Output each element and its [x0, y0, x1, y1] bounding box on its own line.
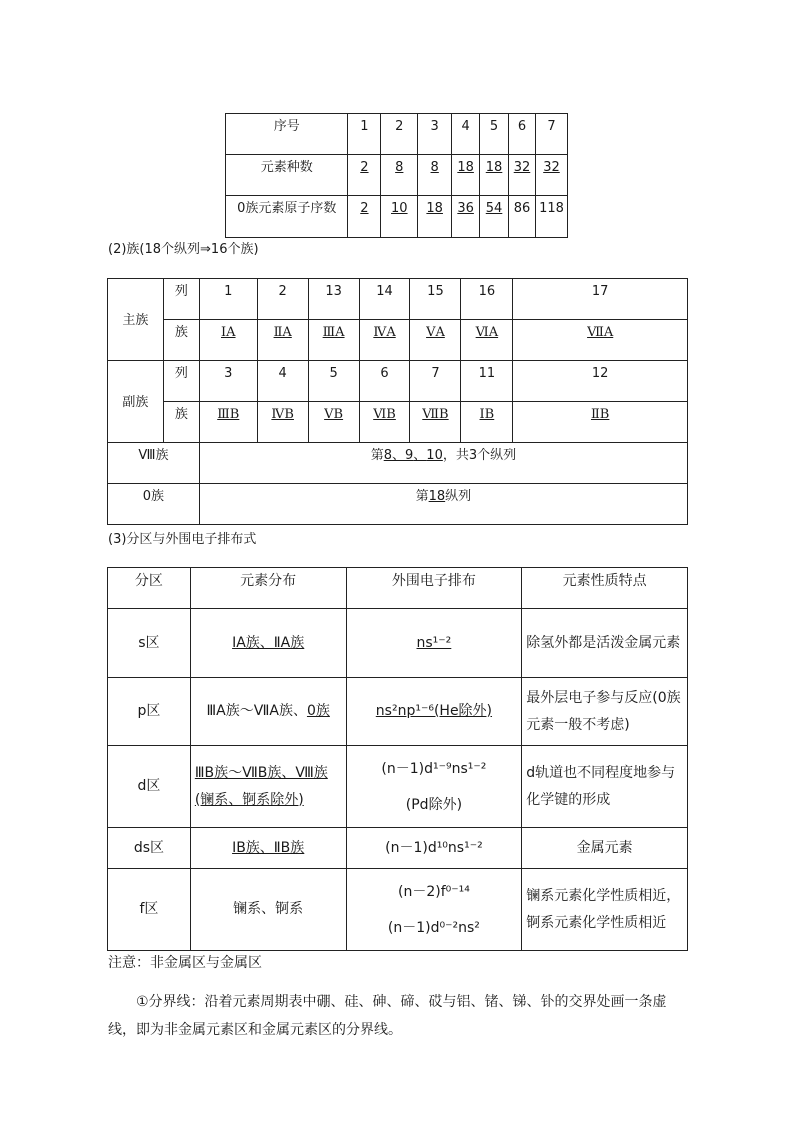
- group-cell: ⅢA: [308, 320, 359, 361]
- col-cell: 16: [461, 279, 513, 320]
- text: 、: [391, 448, 405, 463]
- text: (Pd除外): [405, 796, 463, 813]
- noble-number-row: [226, 196, 568, 238]
- group-viii-row: [108, 443, 688, 484]
- group-table: [107, 278, 688, 525]
- property-cell: d轨道也不同程度地参与化学键的形成: [522, 746, 688, 828]
- zone-cell: f区: [108, 869, 191, 951]
- col-label: 列: [163, 361, 199, 402]
- number-cell: 2: [348, 196, 381, 238]
- text: (n－1)d¹⁻⁹ns¹⁻²: [381, 760, 487, 777]
- distribution-cell: 镧系、锕系: [190, 869, 346, 951]
- group-cell: ⅡB: [513, 402, 688, 443]
- distribution-cell: ⅠB族、ⅡB族: [190, 828, 346, 869]
- main-col-row: [108, 279, 688, 320]
- text: ，共3个纵列: [442, 448, 517, 463]
- number-cell: 86: [509, 196, 536, 238]
- group-cell: ⅠA: [199, 320, 257, 361]
- group-viii-label: Ⅷ族: [108, 443, 200, 484]
- col-cell: 12: [513, 361, 688, 402]
- column-number: 8: [383, 448, 392, 463]
- col-cell: 3: [199, 361, 257, 402]
- ds-block-row: [108, 828, 688, 869]
- text: 纵列: [445, 489, 472, 504]
- number-cell: 54: [480, 196, 509, 238]
- block-header-row: [108, 568, 688, 609]
- text: 第: [370, 448, 384, 463]
- header-cell: 元素性质特点: [522, 568, 688, 609]
- col-cell: 2: [257, 279, 308, 320]
- header-cell: 元素分布: [190, 568, 346, 609]
- group-cell: ⅤA: [410, 320, 461, 361]
- col-label: 列: [163, 279, 199, 320]
- note-text: 注意：非金属区与金属区: [108, 955, 262, 971]
- group-cell: ⅣB: [257, 402, 308, 443]
- group-label: 族: [163, 320, 199, 361]
- col-cell: 13: [308, 279, 359, 320]
- group-cell: ⅢB: [199, 402, 257, 443]
- col-cell: 14: [359, 279, 410, 320]
- group-cell: ⅦA: [513, 320, 688, 361]
- zone-cell: d区: [108, 746, 191, 828]
- group-zero-row: [108, 484, 688, 525]
- period-header-row: [226, 114, 568, 155]
- text: 0族: [306, 703, 330, 719]
- zone-cell: ds区: [108, 828, 191, 869]
- group-zero-desc: [199, 484, 687, 525]
- count-cell: 18: [452, 155, 480, 196]
- header-cell: 外围电子排布: [346, 568, 522, 609]
- header-cell: 1: [348, 114, 381, 155]
- main-group-label: 主族: [108, 279, 164, 361]
- property-cell: [522, 869, 688, 951]
- column-number: 9: [405, 448, 414, 463]
- text: 锕系元素化学性质相近: [526, 914, 667, 931]
- header-cell: 序号: [226, 114, 348, 155]
- property-cell: 最外层电子参与反应(0族元素一般不考虑): [522, 678, 688, 746]
- text: 镧系元素化学性质相近，: [526, 887, 681, 904]
- distribution-cell: ⅢB族～ⅦB族、Ⅷ族(镧系、锕系除外): [190, 746, 346, 828]
- config-cell: [346, 869, 522, 951]
- d-block-row: [108, 746, 688, 828]
- group-cell: ⅥA: [461, 320, 513, 361]
- sub-group-label: 副族: [108, 361, 164, 443]
- col-cell: 4: [257, 361, 308, 402]
- header-cell: 3: [418, 114, 452, 155]
- count-cell: 8: [381, 155, 418, 196]
- column-number: 18: [428, 489, 446, 504]
- config-cell: ns²np¹⁻⁶(He除外): [346, 678, 522, 746]
- property-cell: 金属元素: [522, 828, 688, 869]
- distribution-cell: ⅠA族、ⅡA族: [190, 609, 346, 678]
- row-label: 0族元素原子序数: [226, 196, 348, 238]
- caption-groups: (2)族(18个纵列⇒16个族): [108, 242, 259, 257]
- property-cell: 除氢外都是活泼金属元素: [522, 609, 688, 678]
- number-cell: 18: [418, 196, 452, 238]
- count-cell: 18: [480, 155, 509, 196]
- count-cell: 32: [535, 155, 567, 196]
- caption-blocks: (3)分区与外围电子排布式: [108, 532, 257, 547]
- text: 、: [413, 448, 427, 463]
- group-cell: ⅥB: [359, 402, 410, 443]
- text: (n－1)d⁰⁻²ns²: [387, 919, 480, 936]
- col-cell: 1: [199, 279, 257, 320]
- period-table: [225, 113, 568, 238]
- row-label: 元素种数: [226, 155, 348, 196]
- col-cell: 6: [359, 361, 410, 402]
- header-cell: 5: [480, 114, 509, 155]
- number-cell: 36: [452, 196, 480, 238]
- column-number: 10: [426, 448, 443, 463]
- distribution-cell: [190, 678, 346, 746]
- count-cell: 2: [348, 155, 381, 196]
- group-cell: ⅤB: [308, 402, 359, 443]
- p-block-row: [108, 678, 688, 746]
- header-cell: 4: [452, 114, 480, 155]
- header-cell: 分区: [108, 568, 191, 609]
- zone-cell: p区: [108, 678, 191, 746]
- col-cell: 5: [308, 361, 359, 402]
- group-cell: ⅡA: [257, 320, 308, 361]
- count-cell: 8: [418, 155, 452, 196]
- col-cell: 7: [410, 361, 461, 402]
- zone-cell: s区: [108, 609, 191, 678]
- f-block-row: [108, 869, 688, 951]
- element-count-row: [226, 155, 568, 196]
- count-cell: 32: [509, 155, 536, 196]
- text: ⅢA族～ⅦA族、: [206, 703, 307, 719]
- group-cell: ⅣA: [359, 320, 410, 361]
- number-cell: 118: [535, 196, 567, 238]
- block-table: [107, 567, 688, 951]
- config-cell: ns¹⁻²: [346, 609, 522, 678]
- number-cell: 10: [381, 196, 418, 238]
- header-cell: 2: [381, 114, 418, 155]
- group-zero-label: 0族: [108, 484, 200, 525]
- group-viii-desc: [199, 443, 687, 484]
- config-cell: [346, 746, 522, 828]
- boundary-paragraph: ①分界线：沿着元素周期表中硼、硅、砷、碲、砹与铝、锗、锑、钋的交界处画一条虚线，即为非金属元素区和金属元素区的分界线。: [108, 994, 667, 1038]
- header-cell: 6: [509, 114, 536, 155]
- group-cell: ⅠB: [461, 402, 513, 443]
- group-label: 族: [163, 402, 199, 443]
- sub-group-row: [108, 402, 688, 443]
- text: (n－2)f⁰⁻¹⁴: [397, 883, 470, 900]
- col-cell: 17: [513, 279, 688, 320]
- text: 第: [415, 489, 429, 504]
- header-cell: 7: [535, 114, 567, 155]
- main-group-row: [108, 320, 688, 361]
- col-cell: 15: [410, 279, 461, 320]
- s-block-row: [108, 609, 688, 678]
- col-cell: 11: [461, 361, 513, 402]
- config-cell: (n－1)d¹⁰ns¹⁻²: [346, 828, 522, 869]
- sub-col-row: [108, 361, 688, 402]
- group-cell: ⅦB: [410, 402, 461, 443]
